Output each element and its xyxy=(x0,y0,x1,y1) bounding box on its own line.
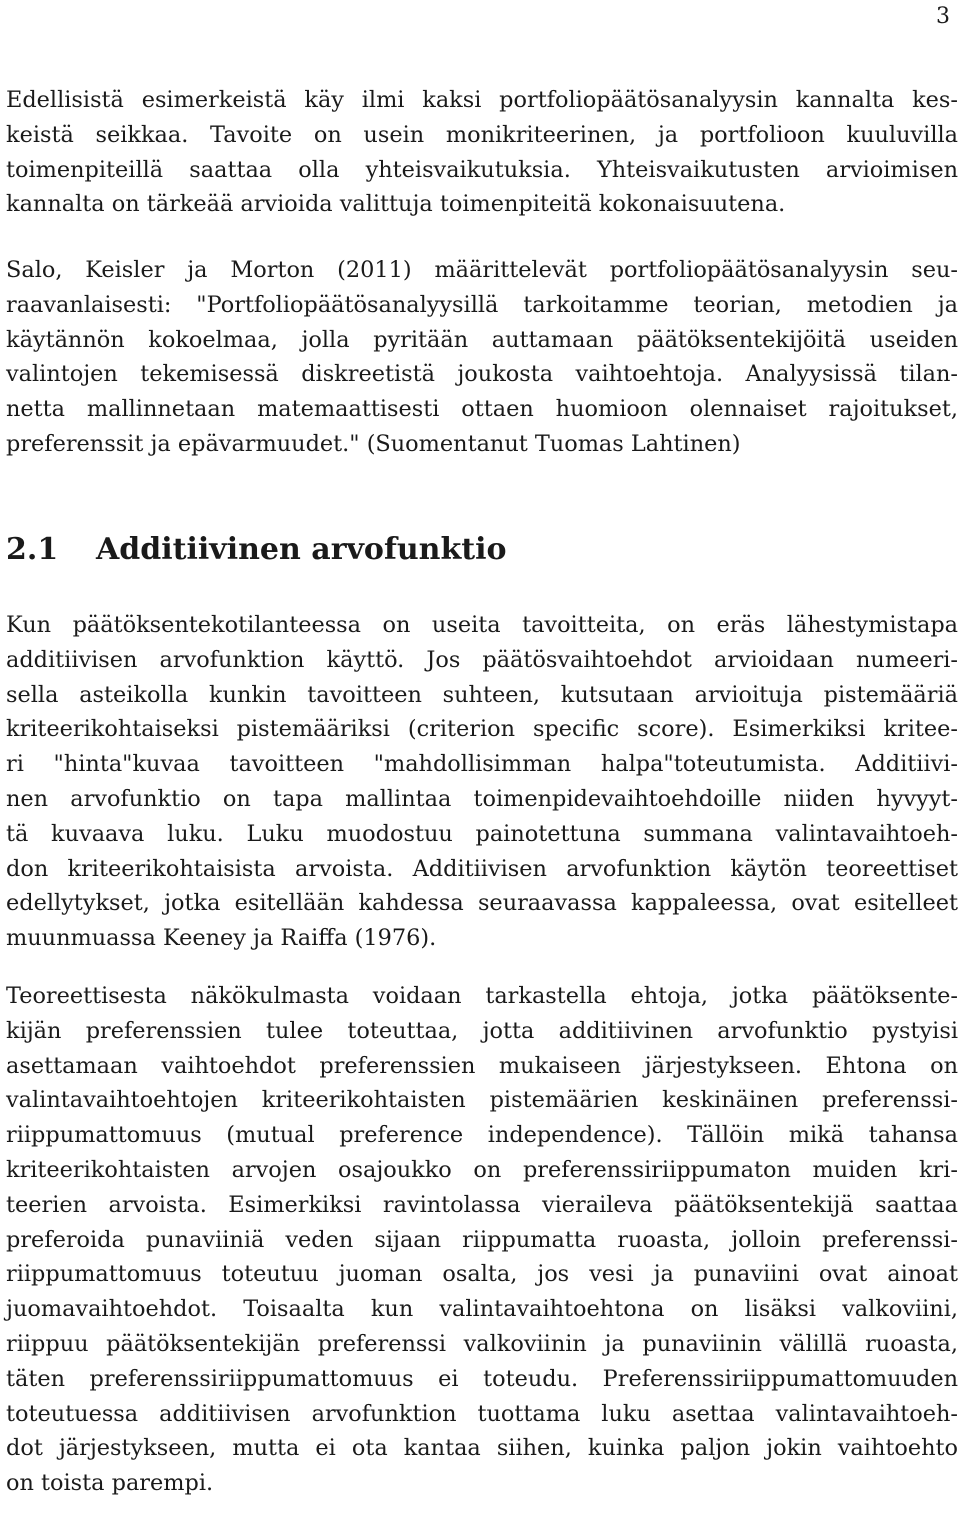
paragraph-additive-value-function xyxy=(6,608,958,956)
text-line: riippumattomuus toteutuu juoman osalta, jos vesi ja punaviini ovat ainoat xyxy=(6,1261,958,1288)
text-line: täten preferenssiriippumattomuus ei toteudu. Preferenssiriippumattomuuden xyxy=(6,1365,958,1392)
text-line: kannalta on tärkeää arvioida valittuja toimenpiteitä kokonaisuutena. xyxy=(6,191,786,218)
section-heading xyxy=(6,526,507,574)
text-line: additiivisen arvofunktion käyttö. Jos päätösvaihtoehdot arvioidaan numeeri- xyxy=(6,646,958,673)
text-line: Kun päätöksentekotilanteessa on useita tavoitteita, on eräs lähestymistapa xyxy=(6,612,958,638)
text-line: kriteerikohtaisten arvojen osajoukko on preferenssiriippumaton muiden kri- xyxy=(6,1156,958,1183)
paragraph-intro xyxy=(6,83,958,222)
text-line: toimenpiteillä saattaa olla yhteisvaikutuksia. Yhteisvaikutusten arvioimisen xyxy=(6,156,958,183)
text-line: riippuu päätöksentekijän preferenssi valkoviinin ja punaviinin välillä ruoasta, xyxy=(6,1330,958,1357)
text-line: on toista parempi. xyxy=(6,1470,214,1497)
text-line: Salo, Keisler ja Morton (2011) määrittelevät portfoliopäätösanalyysin seu- xyxy=(6,257,958,283)
text-line: preferenssit ja epävarmuudet." (Suomentanut Tuomas Lahtinen) xyxy=(6,430,741,457)
text-line: asettamaan vaihtoehdot preferenssien mukaiseen järjestykseen. Ehtona on xyxy=(6,1052,958,1079)
text-line: riippumattomuus (mutual preference independence). Tällöin mikä tahansa xyxy=(6,1122,958,1149)
text-line: kriteerikohtaiseksi pistemääriksi (criterion specific score). Esimerkiksi kritee- xyxy=(6,716,958,743)
text-line: Teoreettisesta näkökulmasta voidaan tarkastella ehtoja, jotka päätöksente- xyxy=(6,983,958,1009)
text-line: preferoida punaviiniä veden sijaan riippumatta ruoasta, jolloin preferenssi- xyxy=(6,1226,958,1253)
text-line: käytännön kokoelmaa, jolla pyritään auttamaan päätöksentekijöitä useiden xyxy=(6,326,958,353)
section-number: 2.1 xyxy=(6,532,59,567)
text-line: ri "hinta"kuvaa tavoitteen "mahdollisimman halpa"toteutumista. Additiivi- xyxy=(6,751,958,778)
paragraph-preference-independence xyxy=(6,979,958,1501)
text-line: tä kuvaava luku. Luku muodostuu painotettuna summana valintavaihtoeh- xyxy=(6,820,958,847)
text-line: juomavaihtoehdot. Toisaalta kun valintavaihtoehtona on lisäksi valkoviini, xyxy=(6,1296,958,1323)
text-line: sella asteikolla kunkin tavoitteen suhteen, kutsutaan arvioituja pistemääriä xyxy=(6,681,958,708)
text-line: keistä seikkaa. Tavoite on usein monikriteerinen, ja portfolioon kuuluvilla xyxy=(6,121,958,148)
section-title: Additiivinen arvofunktio xyxy=(96,532,507,567)
text-line: muunmuassa Keeney ja Raiffa (1976). xyxy=(6,925,437,952)
text-line: nen arvofunktio on tapa mallintaa toimenpidevaihtoehdoille niiden hyvyyt- xyxy=(6,785,958,812)
text-line: valintojen tekemisessä diskreetistä joukosta vaihtoehtoja. Analyysissä tilan- xyxy=(6,361,958,388)
text-line: Edellisistä esimerkeistä käy ilmi kaksi portfoliopäätösanalyysin kannalta kes- xyxy=(6,87,958,113)
page-number: 3 xyxy=(936,4,950,29)
text-line: edellytykset, jotka esitellään kahdessa seuraavassa kappaleessa, ovat esitelleet xyxy=(6,890,958,917)
text-line: netta mallinnetaan matemaattisesti ottaen huomioon olennaiset rajoitukset, xyxy=(6,396,958,423)
text-line: teerien arvoista. Esimerkiksi ravintolassa vieraileva päätöksentekijä saattaa xyxy=(6,1191,958,1218)
text-line: kijän preferenssien tulee toteuttaa, jotta additiivinen arvofunktio pystyisi xyxy=(6,1017,958,1044)
text-line: don kriteerikohtaisista arvoista. Additiivisen arvofunktion käytön teoreettiset xyxy=(6,855,958,882)
text-line: valintavaihtoehtojen kriteerikohtaisten pistemäärien keskinäinen preferenssi- xyxy=(6,1087,958,1114)
text-line: raavanlaisesti: "Portfoliopäätösanalyysillä tarkoitamme teorian, metodien ja xyxy=(6,291,958,318)
text-line: toteutuessa additiivisen arvofunktion tuottama luku asettaa valintavaihtoeh- xyxy=(6,1400,958,1427)
text-line: dot järjestykseen, mutta ei ota kantaa siihen, kuinka paljon jokin vaihtoehto xyxy=(6,1435,958,1462)
paragraph-definition-quote xyxy=(6,253,958,462)
